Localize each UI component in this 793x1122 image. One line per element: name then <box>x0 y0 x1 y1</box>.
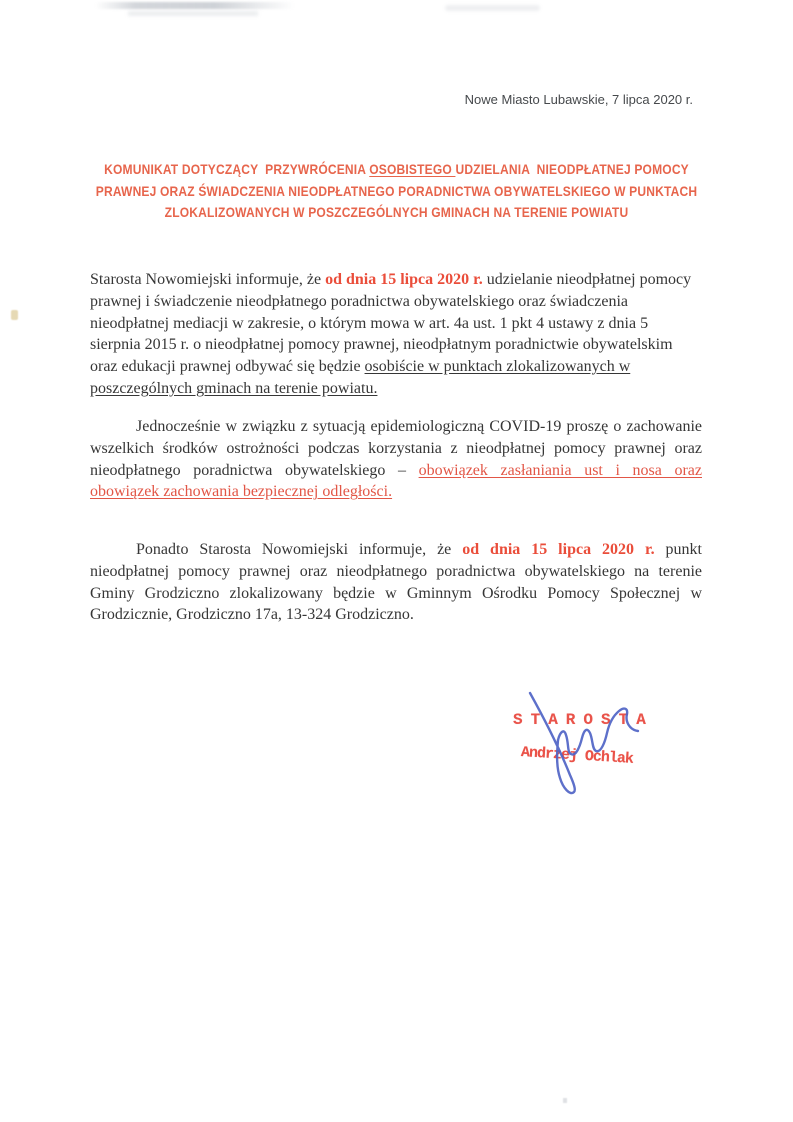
highlighted-date: od dnia 15 lipca 2020 r. <box>462 541 655 558</box>
body-text: nieodpłatnego poradnictwa obywatelskiego – <box>90 461 419 479</box>
scan-artifact-top-streak-2 <box>128 11 258 16</box>
body-text: Ponadto Starosta Nowomiejski informuje, że <box>136 541 463 558</box>
paragraph-line <box>90 539 702 561</box>
scan-artifact-top-streak <box>95 2 295 9</box>
scan-artifact-bottom-speck <box>563 1098 567 1103</box>
paragraph-grodziczno <box>90 539 702 626</box>
stamp-signer-name: Andrzej Ochlak <box>520 744 634 768</box>
paragraph-covid <box>90 416 702 503</box>
paragraph-intro <box>90 269 702 400</box>
paragraph-line: nieodpłatnej mediacji w zakresie, o którym mowa w art. 4a ust. 1 pkt 4 ustawy z dnia 5 <box>90 314 649 332</box>
title-text: KOMUNIKAT DOTYCZĄCY PRZYWRÓCENIA <box>104 161 370 177</box>
body-text: Starosta Nowomiejski informuje, że <box>90 271 326 288</box>
red-underlined-text: obowiązek zasłaniania ust i nosa oraz <box>418 461 702 479</box>
scan-artifact-top-streak-3 <box>445 5 540 11</box>
paragraph-line: prawnej i świadczenie nieodpłatnego poradnictwa obywatelskiego oraz świadczenia <box>90 292 629 310</box>
body-text: oraz edukacji prawnej odbywać się będzie <box>90 358 365 376</box>
title-line-2: PRAWNEJ ORAZ ŚWIADCZENIA NIEODPŁATNEGO PORADNICTWA OBYWATELSKIEGO W PUNKTACH <box>95 182 698 199</box>
paragraph-line: nieodpłatnej pomocy prawnej oraz nieodpłatnego poradnictwa obywatelskiego na terenie <box>90 562 702 580</box>
paragraph-line: Grodzicznie, Grodziczno 17a, 13-324 Grodziczno. <box>90 606 414 624</box>
paragraph-line <box>90 269 702 291</box>
paragraph-line <box>90 460 702 482</box>
red-underlined-text: obowiązek zachowania bezpiecznej odległości. <box>90 483 393 501</box>
paragraph-line: Jednocześnie w związku z sytuacją epidemiologiczną COVID-19 proszę o zachowanie <box>136 418 702 435</box>
paragraph-line: Gminy Grodziczno zlokalizowany będzie w Gminnym Ośrodku Pomocy Społecznej w <box>90 584 702 602</box>
paragraph-line: wszelkich środków ostrożności podczas korzystania z nieodpłatnej pomocy prawnej oraz <box>90 439 702 457</box>
stamp-title: STAROSTA <box>513 711 654 729</box>
dateline: Nowe Miasto Lubawskie, 7 lipca 2020 r. <box>464 92 693 107</box>
signature-scribble <box>500 675 660 805</box>
scan-artifact-margin-dot <box>11 310 18 320</box>
body-text: udzielanie nieodpłatnej pomocy <box>482 271 692 288</box>
document-title <box>56 159 738 224</box>
title-line-1 <box>56 159 738 181</box>
underlined-text: osobiście w punktach zlokalizowanych w <box>364 358 631 376</box>
title-underlined-word: OSOBISTEGO <box>369 161 456 177</box>
paragraph-line: sierpnia 2015 r. o nieodpłatnej pomocy prawnej, nieodpłatnym poradnictwie obywatelskim <box>90 336 673 354</box>
paragraph-line <box>90 378 702 400</box>
title-line-3: ZLOKALIZOWANYCH W POSZCZEGÓLNYCH GMINACH NA TERENIE POWIATU <box>164 204 629 220</box>
paragraph-line <box>90 481 702 503</box>
highlighted-date: od dnia 15 lipca 2020 r. <box>325 271 483 288</box>
title-text: UDZIELANIA NIEODPŁATNEJ POMOCY <box>455 161 689 177</box>
paragraph-line <box>90 356 702 378</box>
body-text: punkt <box>654 541 702 558</box>
underlined-text: poszczególnych gminach na terenie powiatu. <box>90 379 378 397</box>
